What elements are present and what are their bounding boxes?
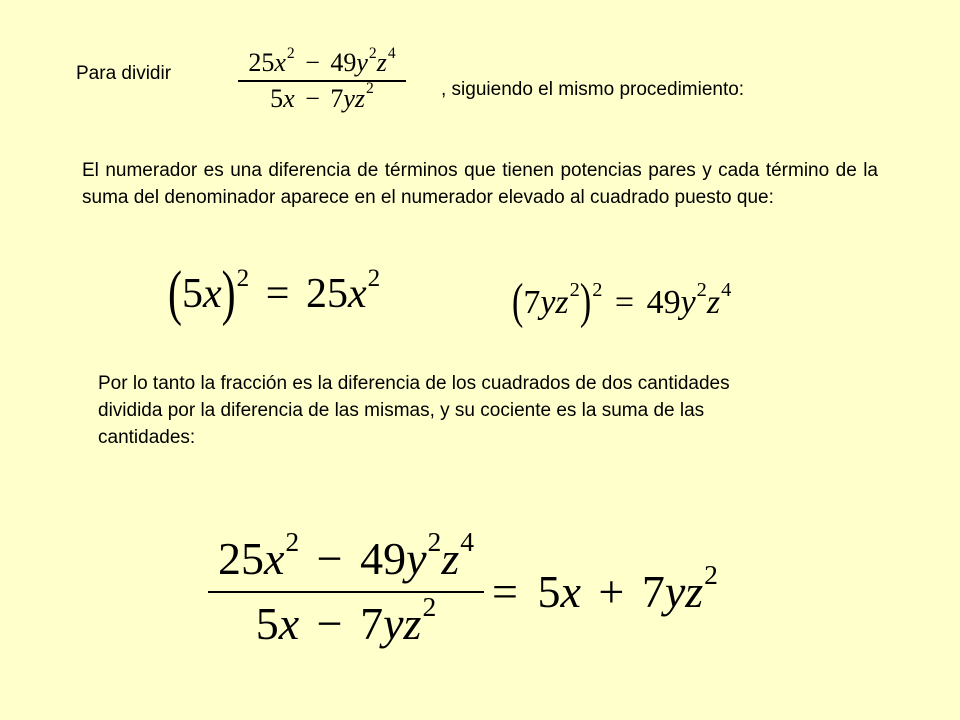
paragraph-1: El numerador es una diferencia de términos que tienen potencias pares y cada término de la suma del denominador aparece en el numerador elevado al cuadrado puesto que:	[82, 160, 878, 208]
paragraph-2: Por lo tanto la fracción es la diferencia de los cuadrados de dos cantidades dividida por la diferencia de las mismas, y su cociente es la suma de las cantidades:	[98, 373, 730, 448]
identity-1: $(5x)^2 = 25x^2$	[168, 260, 381, 328]
intro-fraction	[238, 44, 406, 114]
fraction-bar	[238, 80, 406, 82]
result-rhs: = $5x + 7yz^2$	[492, 558, 718, 617]
intro-label: Para dividir	[76, 63, 172, 84]
fraction-denominator: $5x - 7yz^2$	[270, 80, 374, 113]
result-denominator: $5x - 7yz^2$	[255, 590, 437, 649]
fraction-numerator: $25x^2 - 49y^2z^4$	[248, 44, 396, 77]
intro-suffix: , siguiendo el mismo procedimiento:	[441, 79, 745, 100]
result-numerator: $25x^2 - 49y^2z^4$	[217, 525, 475, 584]
result-fraction-bar	[208, 591, 484, 593]
identity-2: $(7yz^2)^2 = 49y^2z^4$	[512, 275, 732, 330]
result-fraction	[208, 525, 484, 650]
